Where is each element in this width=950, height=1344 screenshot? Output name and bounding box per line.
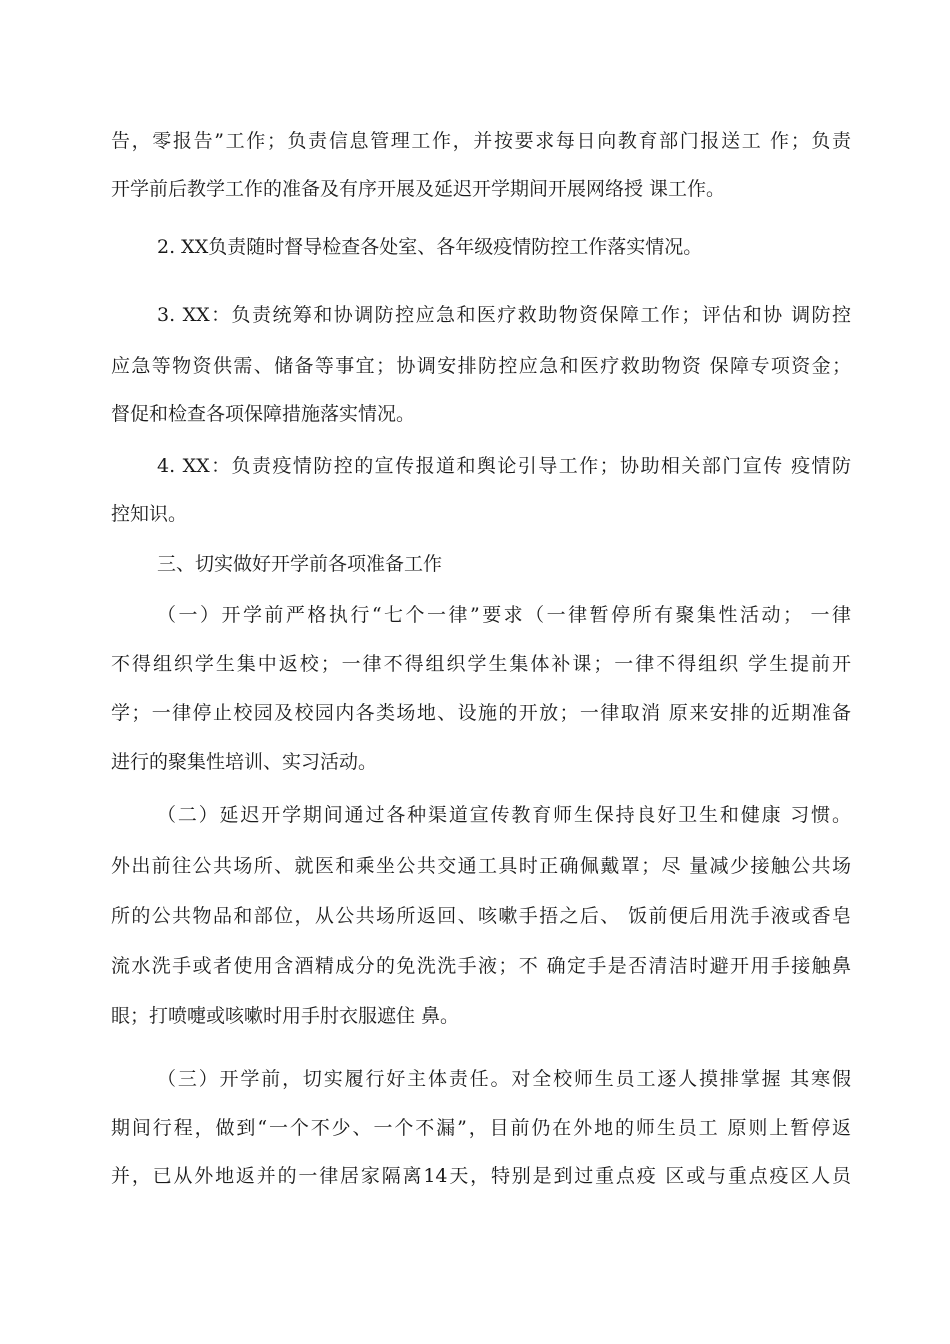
paragraph-line: （一）开学前严格执行“七个一律”要求（一律暂停所有聚集性活动； 一律: [157, 604, 851, 626]
section-heading: 三、切实做好开学前各项准备工作: [157, 553, 443, 575]
paragraph-line: 眼；打喷嚏或咳嗽时用手肘衣服遮住 鼻。: [111, 1005, 460, 1027]
paragraph-line: 2. XX负责随时督导检查各处室、各年级疫情防控工作落实情况。: [157, 236, 703, 258]
paragraph-line: 学；一律停止校园及校园内各类场地、设施的开放；一律取消 原来安排的近期准备: [111, 702, 851, 724]
paragraph-line: 所的公共物品和部位，从公共场所返回、咳嗽手捂之后、 饭前便后用洗手液或香皂: [111, 905, 851, 927]
paragraph-line: 开学前后教学工作的准备及有序开展及延迟开学期间开展网络授 课工作。: [111, 178, 726, 200]
paragraph-line: 不得组织学生集中返校；一律不得组织学生集体补课；一律不得组织 学生提前开: [111, 653, 851, 675]
paragraph-line: 并，已从外地返并的一律居家隔离14天，特别是到过重点疫 区或与重点疫区人员: [111, 1165, 851, 1187]
paragraph-line: 流水洗手或者使用含酒精成分的免洗洗手液；不 确定手是否清洁时避开用手接触鼻: [111, 955, 851, 977]
paragraph-line: 期间行程，做到“一个不少、一个不漏”，目前仍在外地的师生员工 原则上暂停返: [111, 1117, 851, 1139]
paragraph-line: 3. XX：负责统筹和协调防控应急和医疗救助物资保障工作；评估和协 调防控: [157, 304, 851, 326]
paragraph-line: 控知识。: [111, 503, 188, 525]
paragraph-line: 告，零报告”工作；负责信息管理工作，并按要求每日向教育部门报送工 作；负责: [111, 130, 851, 152]
paragraph-line: 外出前往公共场所、就医和乘坐公共交通工具时正确佩戴罩；尽 量减少接触公共场: [111, 855, 851, 877]
paragraph-line: （二）延迟开学期间通过各种渠道宣传教育师生保持良好卫生和健康 习惯。: [157, 804, 851, 826]
paragraph-line: 进行的聚集性培训、实习活动。: [111, 751, 378, 773]
paragraph-line: 4. XX：负责疫情防控的宣传报道和舆论引导工作；协助相关部门宣传 疫情防: [157, 455, 851, 477]
paragraph-line: 应急等物资供需、储备等事宜；协调安排防控应急和医疗救助物资 保障专项资金；: [111, 355, 851, 377]
paragraph-line: （三）开学前，切实履行好主体责任。对全校师生员工逐人摸排掌握 其寒假: [157, 1068, 851, 1090]
paragraph-line: 督促和检查各项保障措施落实情况。: [111, 403, 416, 425]
